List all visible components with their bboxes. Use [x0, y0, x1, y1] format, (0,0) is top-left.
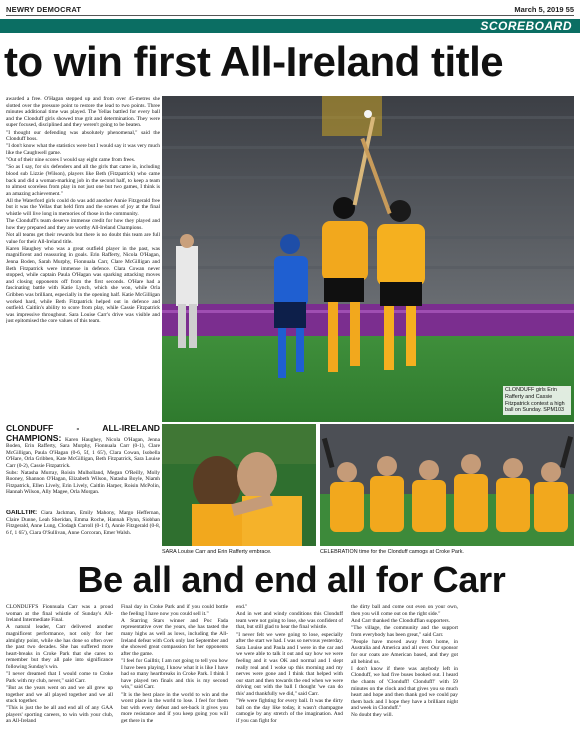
story-paragraph: CLONDUFF'S Fionnuala Carr was a proud woman at the final whistle of Sunday's All-Ireland Intermediate Final.: [6, 604, 113, 624]
champions-lineup: [6, 424, 160, 508]
celebration-photo: [320, 424, 574, 546]
paper-name: NEWRY DEMOCRAT: [6, 5, 82, 14]
story-paragraph: "People have moved away from home, in Australia and America and all over. Our sponsor for our coats are American based, and they got all behind us.: [351, 638, 458, 665]
embrace-photo-caption: SARA Louise Carr and Erin Rafferty embrace.: [162, 549, 272, 555]
main-photo-image: [162, 96, 574, 422]
story-paragraph: A Starring Stars winner and Poc Fada representative over the years, she has tasted the many highs as well as lows, including the All-Ireland defeat with Cork only last September and she showed great compassion for her opponents after the game.: [121, 617, 228, 657]
story-paragraph: Final day in Croke Park and if you could bottle the feeling I have now you could sell it.": [121, 604, 228, 617]
story-paragraph: And in wet and windy conditions this Clonduff team were not going to lose, she was confident of that, but still glad to hear the final whistle.: [236, 611, 343, 631]
story-paragraph: All the Waterford girls could do was add another Annie Fitzgerald free but it was the Yellas that held firm and the scenes of joy at the final whistle will live long in memories of those in the community.: [6, 197, 160, 218]
story-paragraph: "We were fighting for every ball. It was the dirty ball on the day like today, it wasn't champagne camogie by any stretch of the imagination. And if you can fight for: [236, 698, 343, 724]
main-photo-caption: CLONDUFF girls Erin Rafferty and Cassie Fitzpatrick contest a high ball on Sunday. SPM103: [503, 386, 571, 415]
champions-subs: Subs: Natasha Murray, Roisin Mulholland, Megan O'Reilly, Molly Rooney, Shannon O'Hagan, Elizabeth Wilson, Natasha Boyle, Niamh Fitzpatrick, Ellen Lively, Erin Lively, Caitlin Harper, Roisin McPolin, Hannah Wilson, Ally Magee, Orla Morgan.: [6, 469, 160, 496]
story-paragraph: Not all teams get their rewards but there is no doubt this team are full value for their All-Ireland title.: [6, 232, 160, 245]
celebration-photo-image: [320, 424, 574, 546]
story-paragraph: The Clonduff's team deserve immense credit for how they played and how they prepared and they are worthy All-Ireland Champions.: [6, 218, 160, 231]
gailltir-players: Ciara Jackman, Emily Mahony, Margo Heffernan, Claire Dunne, Leah Sheridan, Emma Roche, Hannah Flynn, Siobhan Fitzgerald, Anne Lung, Clodagh Carroll (0-1 f), Annie Fitzgerald (0-8, 6 f, 1 65'), Ciara O'Sullivan, Anne Corcoran, Emer Walsh.: [6, 510, 160, 536]
embrace-photo: [162, 424, 316, 546]
champions-players: Karen Haughey, Nicola O'Hagan, Jenna Boden, Erin Rafferty, Sara Murphy, Fionnuala Carr (0-1), Clare McGilligan, Paula O'Hagan (0-6, 5f, 1 65'), Clara Cowan, Isobella O'Hare, Orla Gribben, Kate McGilligan, Beth Fitzpatrick, Sara Louise Carr (0-2), Cassie Fitzpatrick.: [6, 436, 160, 469]
gailltir-lineup: [6, 510, 160, 562]
story-paragraph: the dirty ball and come out even on your own, then you will come out on the right side.": [351, 604, 458, 617]
story-paragraph: awarded a free. O'Hagan stepped up and from over 45-metres she slotted over the pressure point to restore the lead to two points. Three minutes additional time was played. The Yellas battled for every ball and the Clonduff girls showed true grit and determination. They were super focused, disciplined and they weren't going to be beaten.: [6, 96, 160, 129]
story-paragraph: "It is the best place in the world to win and the worst place in the world to lose. I feel for them but with every defeat and set-back it gives you more resistance and if you keep going you will get there in the: [121, 691, 228, 724]
story-paragraph: "I feel for Gailltir, I am not going to tell you how I have been playing, I know what it is like I have had so many heartbreaks in Croke Park. I think I have played ten finals and this is my second win," said Carr.: [121, 657, 228, 691]
story-paragraph: I don't know if there was anybody left in Clonduff, we had five buses booked out. I heard the chants of 'Clonduff! Clonduff!' with 59 minutes on the clock and that gives you so much heart and hope and then thank god we could pay them back and I hope they have a brilliant night and week in Clonduff.": [351, 665, 458, 712]
bottom-story: [6, 604, 574, 734]
story-paragraph: "So as I say, for six defenders and all the girls that came in, including blood sub Lizzie (Wilson), players like Beth (Fitzpatrick) who came back and did a woman-marking job in the second half, to keep a team to almost scoreless from play in not just one but two games, I think is an amazing achievement.": [6, 164, 160, 197]
story-paragraph: No doubt they will.: [351, 712, 393, 719]
story-paragraph: And Carr thanked the Clonduffian supporters.: [351, 617, 451, 624]
celebration-photo-caption: CELEBRATION time for the Clonduff camogs at Croke Park.: [320, 549, 464, 555]
bottom-story-column: [351, 604, 458, 734]
story-paragraph: Karen Haughey who was a great outfield player in the past, was magnificent and reassuring in goals. Erin Rafferty, Nicola O'Hagan, Jenna Boden, Sarah Murphy, Fionnuala Carr, Clare McGilligan and Beth Fitzpatrick were immense in defence. Clara Cowan never stopped, while captain Paula O'Hagan was sparking attacking moves and closing opponents off from the first seconds. O'Hare had a fascinating battle with Katie Lynch, which she won, while Orla Gribben was brilliant, especially in the opening half. Katie McGilligan worked hard, while Beth Fitzpatrick helped out in defence and outfield. Caitlin's ability to score from play, while Cassie Fitzpatrick was impressive throughout. Sara Louise Carr's drive was visible and just epitomised the core values of this team.: [6, 245, 160, 325]
story-paragraph: "I thought our defending was absolutely phenomenal," said the Clonduff boss.: [6, 129, 160, 143]
embrace-photo-image: [162, 424, 316, 546]
headline-top: to win first All-Ireland title: [4, 38, 504, 85]
champions-heading: CLONDUFF - ALL-IRELAND CHAMPIONS:: [6, 424, 160, 443]
left-story-column: [6, 96, 160, 422]
story-paragraph: "This is just the be all and end all of any GAA players' sporting careers, to win with your club, an All-Ireland: [6, 705, 113, 725]
gailltir-heading: GAILLTIR:: [6, 510, 38, 516]
bottom-story-column: [236, 604, 343, 734]
story-paragraph: "Out of their nine scores I would say eight came from frees.: [6, 157, 136, 164]
story-paragraph: end.": [236, 604, 248, 610]
story-paragraph: "The village, the community and the support from everybody has been great," said Carr.: [351, 624, 458, 638]
story-paragraph: A natural leader, Carr delivered another magnificent performance, not only for her almighty point, while she has done so often over the past two decades. She has suffered more heart-breaks in Croke Park that she cares to remember but they all pale into significance following Sunday's win.: [6, 624, 113, 670]
bottom-story-column: [121, 604, 228, 734]
section-band: [0, 19, 580, 33]
story-paragraph: "I never dreamed that I would come to Croke Park with my club, never," said Carr.: [6, 671, 113, 684]
date-page-number: March 5, 2019 55: [514, 5, 574, 14]
headline-bottom: Be all and end all for Carr: [77, 559, 506, 600]
story-paragraph: "I never felt we were going to lose, especially after the start we had. I was so nervous yesterday. Sara Louise and Paula and I were in the car and we were able to talk it out and say how we were feeling and it was OK and normal and I slept really real and I woke up this morning and my nerves were gone and I think that helped with our start and then towards the end when we were driving out with the ball I thought 'we can do this' and thankfully we did," said Carr.: [236, 631, 343, 697]
bottom-story-column: [6, 604, 113, 734]
story-paragraph: "I don't know what the statistics were but I would say it was very much like the Caughwell game.: [6, 143, 160, 156]
section-label: SCOREBOARD: [480, 19, 572, 33]
main-photo: [162, 96, 574, 422]
masthead-rule: [6, 15, 574, 16]
story-paragraph: "But as the years went on and we all grew up together and we all played together and we all stuck together.: [6, 684, 113, 705]
